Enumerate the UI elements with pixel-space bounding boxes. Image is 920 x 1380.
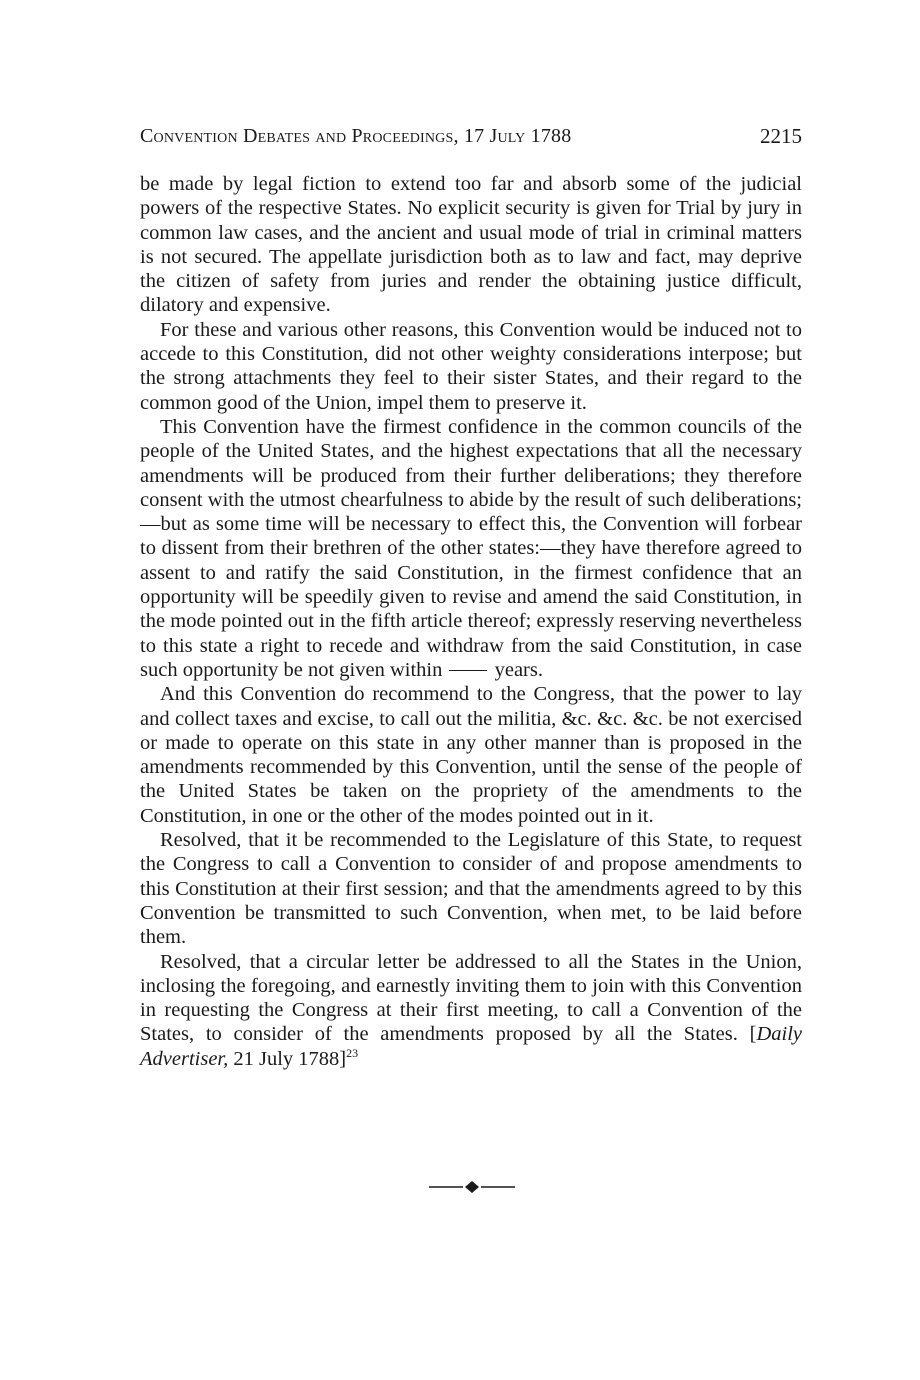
body-text [140, 172, 802, 1071]
paragraph-resolved-circular [140, 950, 802, 1071]
running-head [140, 121, 802, 151]
paragraph-resolved-circular-text: Resolved, that a circular letter be addressed to all the States in the Union, inclosing the foregoing, and earnestly inviting them to join with this Convention in requesting the Congress at their first meeting, to call a Convention of the States, to consider of the amendments proposed by all the States. [140, 950, 802, 1046]
page-number: 2215 [760, 124, 802, 148]
running-title: Convention Debates and Proceedings, 17 July 1788 [140, 125, 572, 147]
blank-years-line [449, 670, 487, 671]
citation-open: [ [749, 1023, 757, 1046]
paragraph-confidence-text: This Convention have the firmest confidence in the common councils of the people of the United States, and the highest expectations that all the necessary amendments will be produced from their further deliberations; they therefore consent with the utmost chearfulness to abide by the result of such deliberations;—but as some time will be necessary to effect this, the Convention will forbear to dissent from their brethren of the other states:—they have therefore agreed to assent to and ratify the said Constitution, in the firmest confidence that an opportunity will be speedily given to revise and amend the said Constitution, in the mode pointed out in the fifth article thereof; expressly reserving nevertheless to this state a right to recede and withdraw from the said Constitution, in case such opportunity be not given within [140, 415, 802, 681]
citation-source: Daily Advertiser, [140, 1023, 803, 1070]
paragraph-recommendation: And this Convention do recommend to the Congress, that the power to lay and collect taxes and excise, to call out the militia, &c. &c. &c. be not exercised or made to operate on this state in any other manner than is proposed in the amendments recommended by this Convention, until the sense of the people of the United States be taken on the propriety of the amendments to the Constitution, in one or the other of the modes pointed out in it. [140, 683, 802, 827]
footnote-marker: 23 [346, 1045, 359, 1060]
paragraph-continuation: be made by legal fiction to extend too far and absorb some of the judicial powers of the respective States. No explicit security is given for Trial by jury in common law cases, and the ancient and usual mode of trial in criminal matters is not secured. The appellate jurisdiction both as to law and fact, may deprive the citizen of safety from juries and render the obtaining justice difficult, dilatory and expensive. [140, 173, 802, 317]
paragraph-confidence-end: years. [494, 658, 543, 681]
paragraph-confidence [140, 415, 802, 682]
paragraph-resolved-legislature: Resolved, that it be recommended to the Legislature of this State, to request the Congress to call a Convention to consider of and propose amendments to this Constitution at their first session; and that the amendments agreed to by this Convention be transmitted to such Convention, when met, to be laid before them. [140, 829, 802, 949]
paragraph-reasons: For these and various other reasons, this Convention would be induced not to accede to this Constitution, did not other weighty considerations interpose; but the strong attachments they feel to their sister States, and their regard to the common good of the Union, impel them to preserve it. [140, 318, 802, 414]
citation-date: 21 July 1788] [233, 1047, 347, 1070]
rule-diamond-rule-ornament-icon [429, 1178, 515, 1196]
